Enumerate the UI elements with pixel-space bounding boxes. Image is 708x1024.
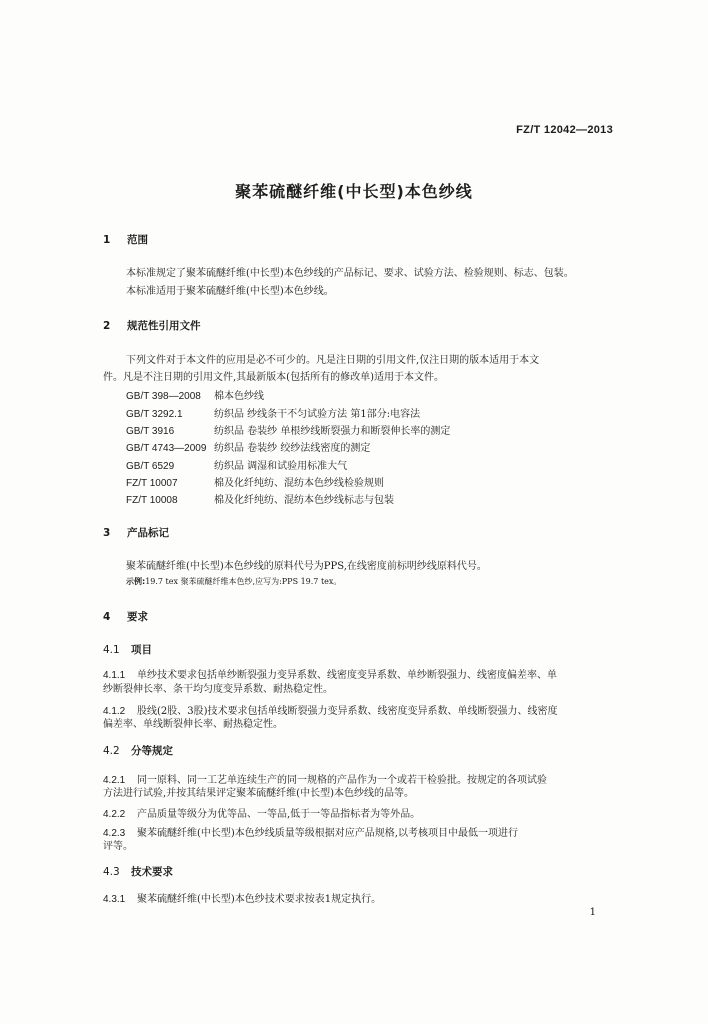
reference-title: 棉及化纤纯纺、混纺本色纱线检验规则 bbox=[214, 478, 384, 489]
reference-code: FZ/T 10008 bbox=[126, 495, 178, 506]
example-label: 示例: bbox=[126, 577, 146, 586]
section-number: 3 bbox=[103, 527, 111, 539]
clause-text: 单纱技术要求包括单纱断裂强力变异系数、线密度变异系数、单纱断裂强力、线密度偏差率、单 bbox=[137, 670, 557, 681]
clause-text: 聚苯硫醚纤维(中长型)本色纱线质量等级根据对应产品规格,以考核项目中最低一项进行 bbox=[137, 828, 518, 839]
subsection-number: 4.1 bbox=[103, 644, 120, 656]
subsection-number: 4.3 bbox=[103, 866, 120, 878]
paragraph: 聚苯硫醚纤维(中长型)本色纱线的原料代号为PPS,在线密度前标明纱线原料代号。 bbox=[126, 561, 487, 572]
clause-4-1-2 bbox=[103, 702, 558, 717]
clause-continuation: 评等。 bbox=[103, 841, 133, 852]
document-title: 聚苯硫醚纤维(中长型)本色纱线 bbox=[235, 182, 473, 201]
clause-continuation: 偏差率、单线断裂伸长率、耐热稳定性。 bbox=[103, 719, 283, 730]
reference-code: GB/T 3916 bbox=[126, 426, 175, 437]
clause-4-2-1 bbox=[103, 771, 547, 786]
reference-code: GB/T 3292.1 bbox=[126, 409, 183, 420]
reference-code: GB/T 398—2008 bbox=[126, 391, 201, 402]
reference-title: 纺织品 纱线条干不匀试验方法 第1部分:电容法 bbox=[214, 409, 421, 420]
clause-number: 4.2.1 bbox=[103, 775, 126, 786]
reference-code: GB/T 4743—2009 bbox=[126, 443, 207, 454]
clause-continuation: 方法进行试验,并按其结果评定聚苯硫醚纤维(中长型)本色纱线的品等。 bbox=[103, 788, 414, 799]
clause-continuation: 纱断裂伸长率、条干均匀度变异系数、耐热稳定性。 bbox=[103, 684, 333, 695]
reference-code: GB/T 6529 bbox=[126, 461, 175, 472]
subsection-title: 技术要求 bbox=[131, 866, 173, 878]
standard-code: FZ/T 12042—2013 bbox=[516, 124, 613, 136]
subsection-4-2-heading bbox=[103, 743, 173, 758]
reference-item bbox=[126, 439, 370, 454]
clause-number: 4.2.3 bbox=[103, 828, 126, 839]
section-1-heading bbox=[103, 232, 148, 247]
paragraph: 下列文件对于本文件的应用是必不可少的。凡是注日期的引用文件,仅注日期的版本适用于本文 bbox=[126, 355, 540, 366]
reference-title: 纺织品 卷装纱 绞纱法线密度的测定 bbox=[214, 443, 371, 454]
section-number: 2 bbox=[103, 320, 111, 332]
section-number: 1 bbox=[103, 234, 111, 246]
clause-text: 聚苯硫醚纤维(中长型)本色纱技术要求按表1规定执行。 bbox=[137, 894, 382, 905]
subsection-4-3-heading bbox=[103, 864, 173, 879]
reference-item bbox=[126, 422, 450, 437]
subsection-title: 分等规定 bbox=[131, 745, 173, 757]
paragraph: 件。凡是不注日期的引用文件,其最新版本(包括所有的修改单)适用于本文件。 bbox=[103, 372, 444, 383]
clause-number: 4.3.1 bbox=[103, 894, 126, 905]
reference-title: 纺织品 调湿和试验用标准大气 bbox=[214, 461, 348, 472]
section-number: 4 bbox=[103, 611, 111, 623]
clause-number: 4.2.2 bbox=[103, 809, 126, 820]
clause-4-1-1 bbox=[103, 666, 557, 681]
paragraph: 本标准适用于聚苯硫醚纤维(中长型)本色纱线。 bbox=[126, 286, 334, 297]
clause-4-2-2 bbox=[103, 805, 420, 820]
reference-title: 纺织品 卷装纱 单根纱线断裂强力和断裂伸长率的测定 bbox=[214, 426, 451, 437]
clause-number: 4.1.2 bbox=[103, 706, 126, 717]
page-number: 1 bbox=[589, 907, 596, 918]
subsection-number: 4.2 bbox=[103, 745, 120, 757]
section-4-heading bbox=[103, 609, 148, 624]
subsection-4-1-heading bbox=[103, 642, 152, 657]
section-title: 要求 bbox=[127, 611, 148, 623]
reference-item bbox=[126, 457, 347, 472]
reference-title: 棉及化纤纯纺、混纺本色纱线标志与包装 bbox=[214, 495, 394, 506]
example-text: 19.7 tex 聚苯硫醚纤维本色纱,应写为:PPS 19.7 tex。 bbox=[145, 577, 342, 586]
clause-4-2-3 bbox=[103, 824, 518, 839]
reference-title: 棉本色纱线 bbox=[214, 391, 264, 402]
section-3-heading bbox=[103, 525, 169, 540]
example-note bbox=[126, 576, 341, 587]
paragraph: 本标准规定了聚苯硫醚纤维(中长型)本色纱线的产品标记、要求、试验方法、检验规则、标志、包装。 bbox=[126, 268, 574, 279]
section-title: 产品标记 bbox=[127, 527, 169, 539]
reference-item bbox=[126, 405, 420, 420]
clause-number: 4.1.1 bbox=[103, 670, 126, 681]
clause-text: 产品质量等级分为优等品、一等品,低于一等品指标者为等外品。 bbox=[137, 809, 421, 820]
clause-text: 股线(2股、3股)技术要求包括单线断裂强力变异系数、线密度变异系数、单线断裂强力、线密度 bbox=[137, 706, 558, 717]
reference-item bbox=[126, 387, 264, 402]
reference-item bbox=[126, 474, 384, 489]
section-title: 规范性引用文件 bbox=[127, 320, 201, 332]
section-2-heading bbox=[103, 318, 201, 333]
clause-text: 同一原料、同一工艺单连续生产的同一规格的产品作为一个或若干检验批。按规定的各项试验 bbox=[137, 775, 547, 786]
section-title: 范围 bbox=[127, 234, 148, 246]
reference-item bbox=[126, 491, 394, 506]
subsection-title: 项目 bbox=[131, 644, 152, 656]
clause-4-3-1 bbox=[103, 890, 381, 905]
reference-code: FZ/T 10007 bbox=[126, 478, 178, 489]
